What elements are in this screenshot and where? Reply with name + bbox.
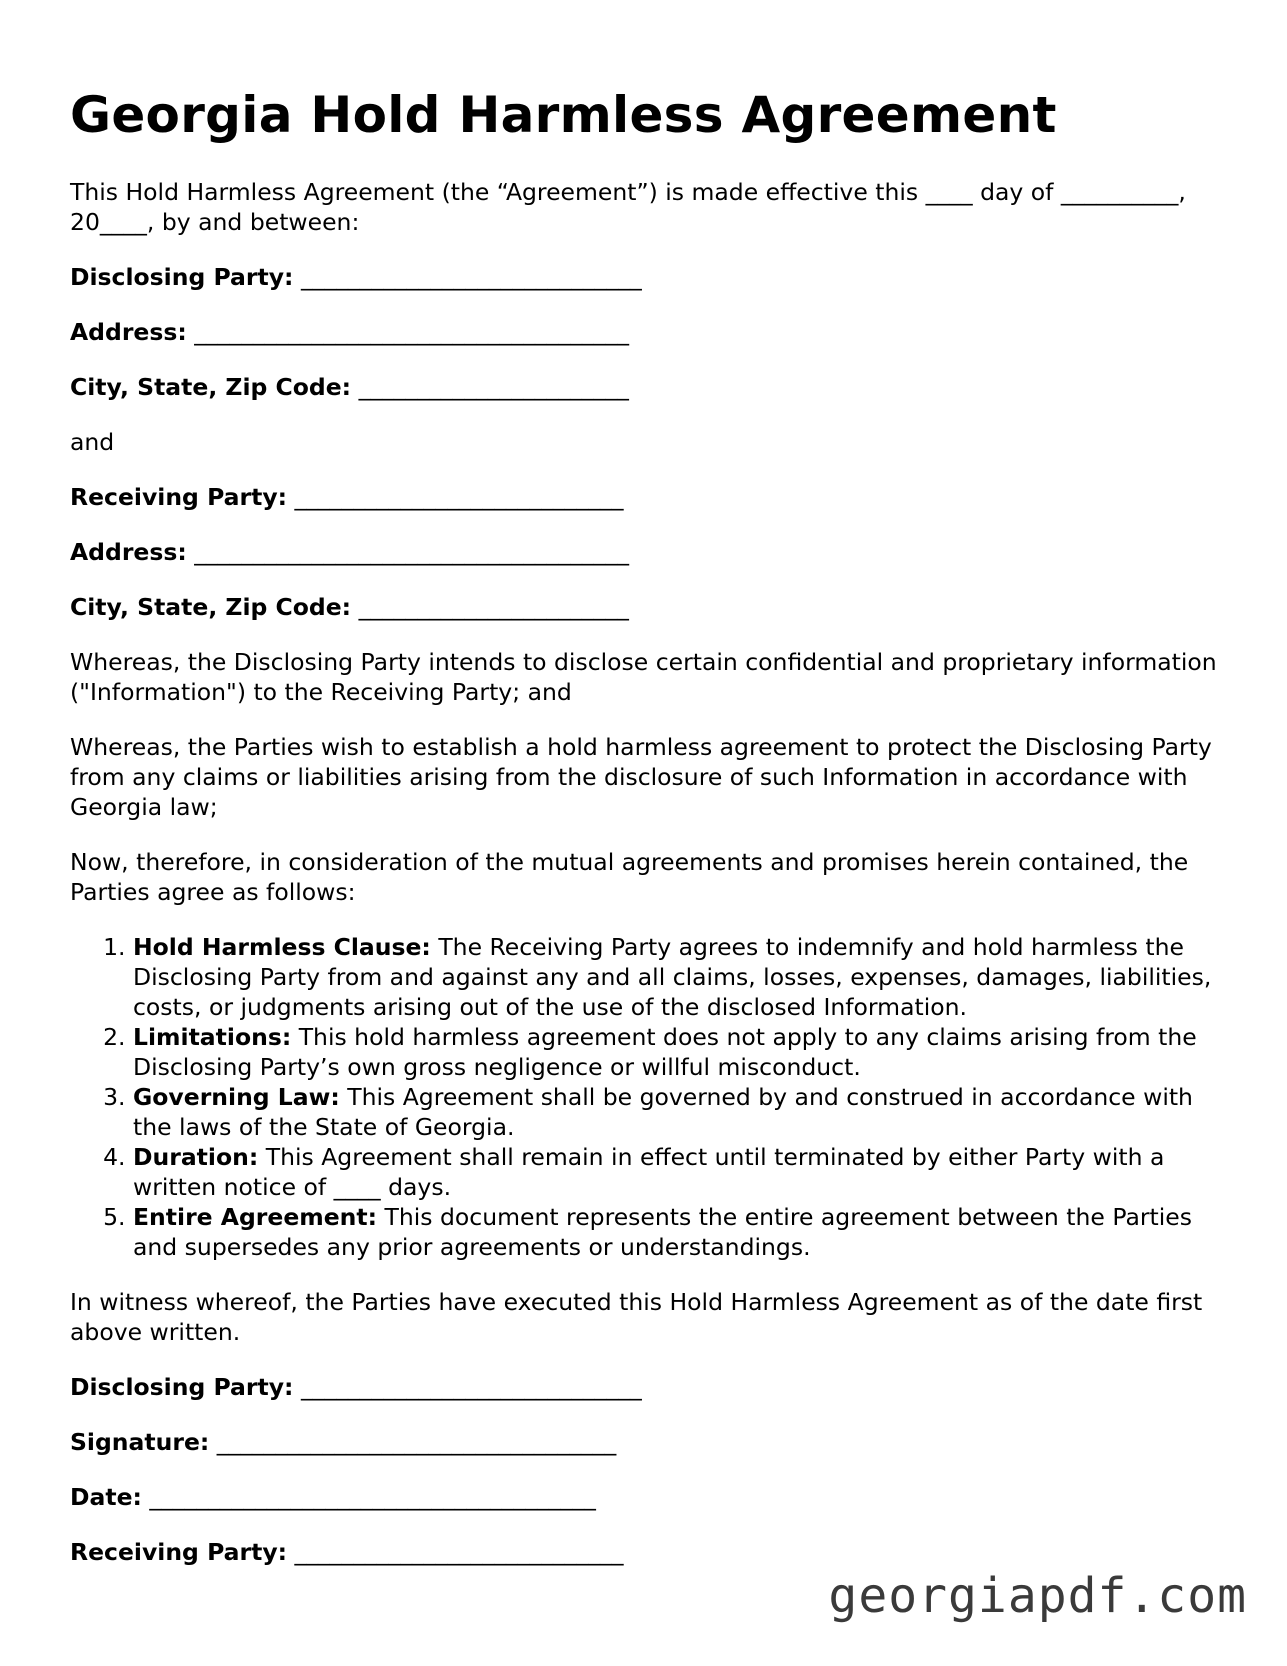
disclosing-city-field: [70, 372, 1220, 402]
receiving-party-label: Receiving Party:: [70, 483, 288, 511]
receiving-address-field: [70, 537, 1220, 567]
now-therefore-paragraph: Now, therefore, in consideration of the mutual agreements and promises herein contained, the Parties agree as follows:: [70, 848, 1189, 906]
signature-blank: __________________________________: [216, 1428, 617, 1456]
receiving-city-label: City, State, Zip Code:: [70, 593, 352, 621]
receiving-address-label: Address:: [70, 538, 187, 566]
watermark: georgiapdf.com: [828, 1568, 1247, 1624]
intro-paragraph: This Hold Harmless Agreement (the “Agreement”) is made effective this ____ day of __________, 20____, by and between:: [70, 178, 1186, 236]
sig-disclosing-party-blank: _____________________________: [300, 1373, 642, 1401]
disclosing-party-blank: _____________________________: [300, 263, 642, 291]
date-field: [70, 1482, 1220, 1512]
clause-item: [133, 1142, 1220, 1202]
sig-receiving-party-label: Receiving Party:: [70, 1538, 288, 1566]
sig-receiving-party-blank: ____________________________: [294, 1538, 624, 1566]
document-page: [70, 88, 1220, 1592]
disclosing-address-field: [70, 317, 1220, 347]
disclosing-address-blank: _____________________________________: [194, 318, 629, 346]
clause-item: [133, 1082, 1220, 1142]
whereas-paragraph-2: Whereas, the Parties wish to establish a hold harmless agreement to protect the Disclosing Party from any claims or liabilities arising from the disclosure of such Information in accordance with Georgia law;: [70, 733, 1212, 821]
receiving-party-blank: ____________________________: [294, 483, 624, 511]
clause-term: Governing Law:: [133, 1083, 340, 1111]
clause-term: Entire Agreement:: [133, 1203, 378, 1231]
receiving-city-field: [70, 592, 1220, 622]
witness-paragraph: In witness whereof, the Parties have executed this Hold Harmless Agreement as of the date first above written.: [70, 1288, 1203, 1346]
date-blank: ______________________________________: [149, 1483, 596, 1511]
clause-text: This Agreement shall be governed by and construed in accordance with the laws of the State of Georgia.: [133, 1083, 1193, 1141]
disclosing-party-label: Disclosing Party:: [70, 263, 294, 291]
sig-receiving-party-field: [70, 1537, 1220, 1567]
clause-list: [70, 932, 1220, 1262]
clause-item: [133, 1202, 1220, 1262]
document-title: Georgia Hold Harmless Agreement: [70, 86, 1057, 144]
disclosing-party-field: [70, 262, 1220, 292]
clause-term: Limitations:: [133, 1023, 292, 1051]
clause-term: Duration:: [133, 1143, 259, 1171]
clause-text: The Receiving Party agrees to indemnify and hold harmless the Disclosing Party from and against any and all claims, losses, expenses, damages, liabilities, costs, or judgments arising out of the use of the disclosed Information.: [133, 933, 1212, 1021]
disclosing-address-label: Address:: [70, 318, 187, 346]
clause-text: This hold harmless agreement does not apply to any claims arising from the Disclosing Party’s own gross negligence or willful misconduct.: [133, 1023, 1197, 1081]
sig-disclosing-party-field: [70, 1372, 1220, 1402]
clause-item: [133, 932, 1220, 1022]
receiving-party-field: [70, 482, 1220, 512]
sig-disclosing-party-label: Disclosing Party:: [70, 1373, 294, 1401]
whereas-paragraph-1: Whereas, the Disclosing Party intends to disclose certain confidential and proprietary information ("Information") to the Receiving Party; and: [70, 648, 1217, 706]
date-label: Date:: [70, 1483, 142, 1511]
signature-field: [70, 1427, 1220, 1457]
clause-term: Hold Harmless Clause:: [133, 933, 431, 961]
clause-text: This Agreement shall remain in effect until terminated by either Party with a written notice of ____ days.: [133, 1143, 1165, 1201]
clause-text: This document represents the entire agreement between the Parties and supersedes any prior agreements or understandings.: [133, 1203, 1192, 1261]
signature-label: Signature:: [70, 1428, 210, 1456]
receiving-city-blank: _______________________: [358, 593, 629, 621]
disclosing-city-label: City, State, Zip Code:: [70, 373, 352, 401]
receiving-address-blank: _____________________________________: [194, 538, 629, 566]
clause-item: [133, 1022, 1220, 1082]
disclosing-city-blank: _______________________: [358, 373, 629, 401]
and-separator: and: [70, 428, 115, 456]
